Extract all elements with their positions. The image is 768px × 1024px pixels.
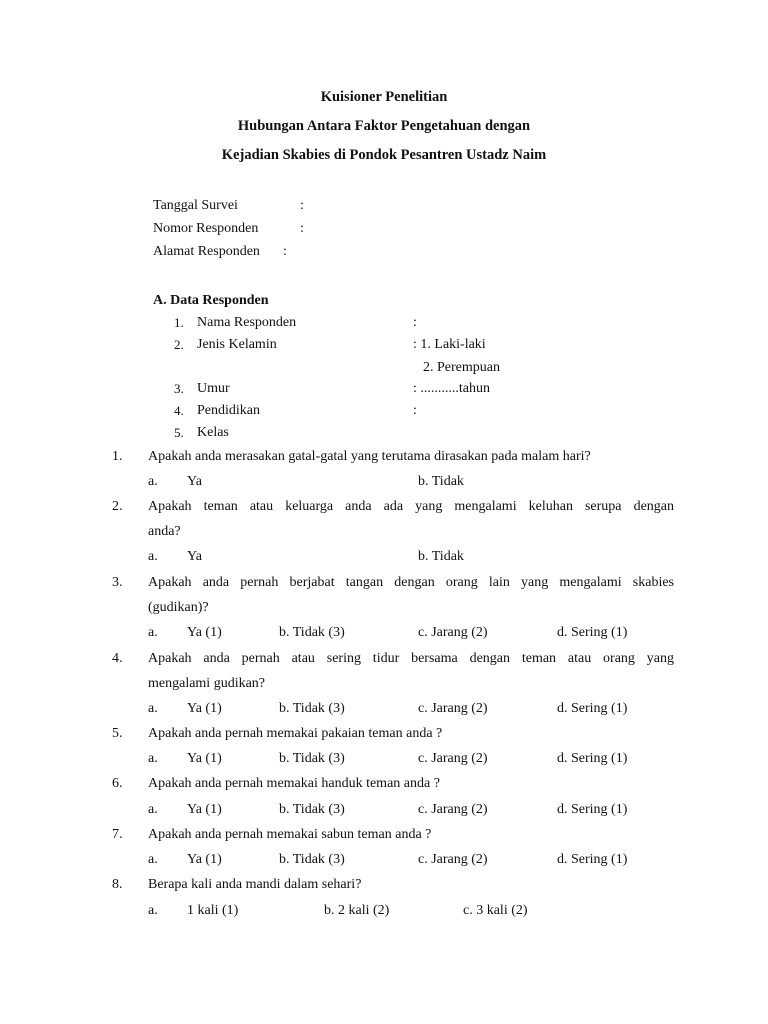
option-b: b. Tidak: [418, 474, 464, 489]
option-d: d. Sering (1): [557, 802, 628, 817]
option-a: Ya: [187, 549, 202, 564]
option-a: Ya (1): [187, 852, 222, 867]
option-c: c. Jarang (2): [418, 852, 488, 867]
option-b: b. Tidak (3): [279, 852, 345, 867]
data-item-value: : ...........tahun: [413, 381, 490, 396]
question-number: 7.: [112, 827, 123, 842]
option-a: Ya (1): [187, 625, 222, 640]
data-item-num: 3.: [174, 381, 184, 396]
question-number: 6.: [112, 776, 123, 791]
option-c: c. 3 kali (2): [463, 903, 528, 918]
option-b: b. Tidak: [418, 549, 464, 564]
title-line-3: Kejadian Skabies di Pondok Pesantren Ustadz Naim: [221, 147, 547, 163]
question-number: 4.: [112, 651, 123, 666]
question-text: Berapa kali anda mandi dalam sehari?: [148, 877, 362, 892]
data-item-value-2: 2. Perempuan: [423, 360, 500, 375]
option-a: Ya (1): [187, 701, 222, 716]
question-text-continued: mengalami gudikan?: [148, 676, 266, 691]
option-a: Ya (1): [187, 751, 222, 766]
question-number: 3.: [112, 575, 123, 590]
data-item-label: Kelas: [197, 425, 229, 440]
data-item-num: 1.: [174, 315, 184, 330]
data-item-value: :: [413, 315, 417, 330]
option-c: c. Jarang (2): [418, 701, 488, 716]
option-c: c. Jarang (2): [418, 802, 488, 817]
data-item-num: 2.: [174, 337, 184, 352]
option-a: 1 kali (1): [187, 903, 239, 918]
option-marker: a.: [148, 474, 158, 489]
option-marker: a.: [148, 701, 158, 716]
data-item-label: Umur: [197, 381, 230, 396]
option-b: b. Tidak (3): [279, 701, 345, 716]
option-a: Ya (1): [187, 802, 222, 817]
question-text: Apakah anda merasakan gatal-gatal yang terutama dirasakan pada malam hari?: [148, 449, 591, 464]
option-c: c. Jarang (2): [418, 625, 488, 640]
alamat-responden-label: Alamat Responden: [153, 244, 260, 259]
option-marker: a.: [148, 802, 158, 817]
option-b: b. Tidak (3): [279, 751, 345, 766]
option-d: d. Sering (1): [557, 852, 628, 867]
question-text: Apakah anda pernah memakai handuk teman anda ?: [148, 776, 440, 791]
option-marker: a.: [148, 852, 158, 867]
nomor-responden-label: Nomor Responden: [153, 221, 259, 236]
option-c: c. Jarang (2): [418, 751, 488, 766]
question-text: Apakah anda pernah memakai sabun teman anda ?: [148, 827, 432, 842]
question-number: 2.: [112, 499, 123, 514]
question-text: Apakah anda pernah berjabat tangan dengan orang lain yang mengalami skabies: [148, 575, 674, 590]
tanggal-survei-label: Tanggal Survei: [153, 198, 238, 213]
option-b: b. 2 kali (2): [324, 903, 390, 918]
option-marker: a.: [148, 903, 158, 918]
data-item-label: Nama Responden: [197, 315, 297, 330]
option-marker: a.: [148, 625, 158, 640]
data-item-value: :: [413, 403, 417, 418]
option-marker: a.: [148, 751, 158, 766]
question-number: 1.: [112, 449, 123, 464]
title-line-1: Kuisioner Penelitian: [320, 89, 448, 105]
data-item-label: Pendidikan: [197, 403, 260, 418]
question-text-continued: (gudikan)?: [148, 600, 209, 615]
option-marker: a.: [148, 549, 158, 564]
option-b: b. Tidak (3): [279, 625, 345, 640]
option-a: Ya: [187, 474, 202, 489]
option-b: b. Tidak (3): [279, 802, 345, 817]
option-d: d. Sering (1): [557, 625, 628, 640]
section-a-heading: A. Data Responden: [153, 293, 269, 308]
nomor-responden-colon: :: [300, 221, 304, 236]
question-text: Apakah teman atau keluarga anda ada yang mengalami keluhan serupa dengan: [148, 499, 674, 514]
alamat-responden-colon: :: [283, 244, 287, 259]
option-d: d. Sering (1): [557, 701, 628, 716]
question-number: 5.: [112, 726, 123, 741]
title-line-2: Hubungan Antara Faktor Pengetahuan dengan: [237, 118, 531, 134]
data-item-value: : 1. Laki-laki: [413, 337, 486, 352]
question-number: 8.: [112, 877, 123, 892]
question-text: Apakah anda pernah atau sering tidur bersama dengan teman atau orang yang: [148, 651, 674, 666]
question-text-continued: anda?: [148, 524, 181, 539]
question-text: Apakah anda pernah memakai pakaian teman anda ?: [148, 726, 443, 741]
data-item-num: 4.: [174, 403, 184, 418]
data-item-label: Jenis Kelamin: [197, 337, 277, 352]
tanggal-survei-colon: :: [300, 198, 304, 213]
option-d: d. Sering (1): [557, 751, 628, 766]
data-item-num: 5.: [174, 425, 184, 440]
